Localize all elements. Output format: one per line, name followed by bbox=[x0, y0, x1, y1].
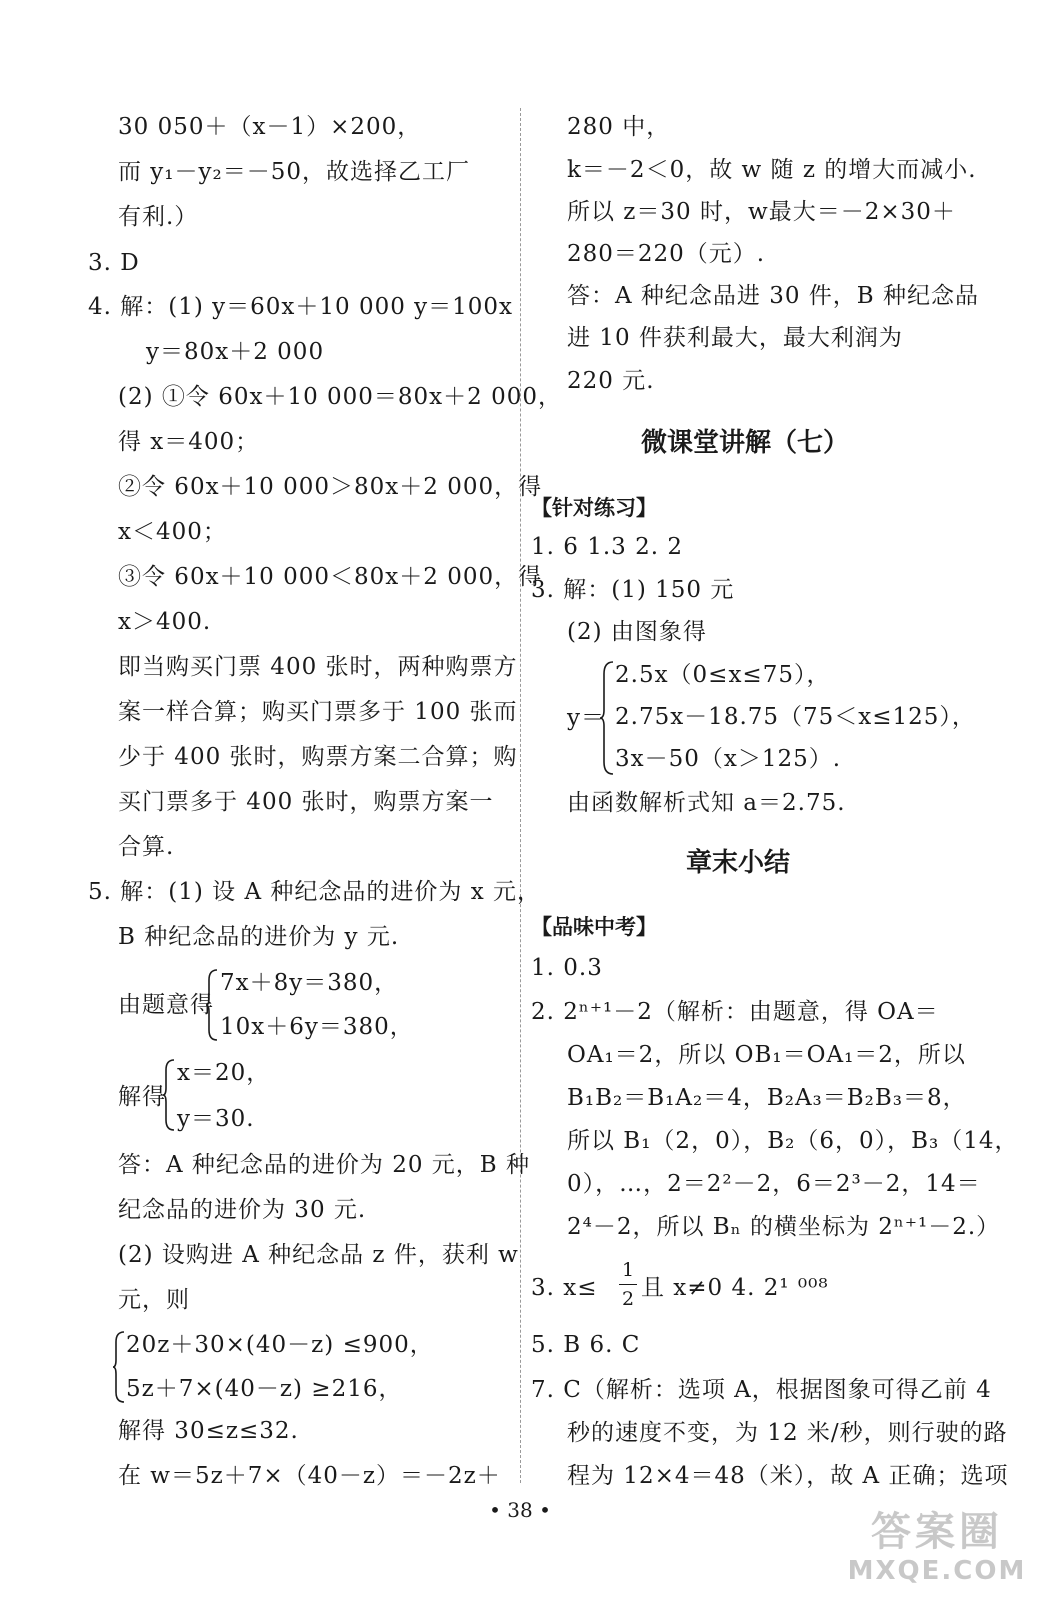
piecewise-case: 2.5x（0≤x≤75）， bbox=[615, 662, 831, 688]
text-line: 0），…，2＝2²－2，6＝2³－2，14＝ bbox=[567, 1171, 981, 1197]
equation: x＝20， bbox=[177, 1060, 271, 1086]
text-line: 即当购买门票 400 张时，两种购票方 bbox=[118, 654, 518, 680]
answer-3-4-prefix: 3. x≤ bbox=[531, 1275, 598, 1301]
text-line: 所以 B₁（2，0），B₂（6，0），B₃（14， bbox=[567, 1128, 1019, 1154]
text-line: 有利.） bbox=[118, 204, 199, 230]
answer-3-4-suffix: 且 x≠0 4. 2¹ ⁰⁰⁸ bbox=[641, 1275, 829, 1301]
inequality: 20z＋30×(40－z) ≤900， bbox=[126, 1332, 434, 1358]
text-line: 5. B 6. C bbox=[531, 1332, 641, 1358]
section-tag: 【品味中考】 bbox=[531, 915, 657, 939]
text-line: 解得 30≤z≤32. bbox=[118, 1418, 299, 1444]
text-line: 30 050＋（x－1）×200， bbox=[118, 114, 422, 140]
section-heading: 微课堂讲解（七） bbox=[641, 428, 850, 458]
fraction bbox=[619, 1258, 637, 1311]
text-line: 解得 bbox=[118, 1084, 166, 1110]
text-line: 2⁴－2，所以 Bₙ 的横坐标为 2ⁿ⁺¹－2.） bbox=[567, 1214, 1001, 1240]
text-line: ②令 60x＋10 000＞80x＋2 000，得 bbox=[118, 474, 543, 500]
text-line: 2. 2ⁿ⁺¹－2（解析：由题意，得 OA＝ bbox=[531, 999, 939, 1025]
text-line: 7. C（解析：选项 A，根据图象可得乙前 4 bbox=[531, 1377, 992, 1403]
page-number: • 38 • bbox=[489, 1498, 551, 1522]
piecewise-case: 2.75x－18.75（75＜x≤125）， bbox=[615, 704, 976, 730]
text-line: 少于 400 张时，购票方案二合算；购 bbox=[118, 744, 518, 770]
watermark bbox=[842, 1508, 1032, 1592]
equation: 7x＋8y＝380， bbox=[220, 970, 399, 996]
text-line: y＝80x＋2 000 bbox=[146, 339, 325, 365]
text-line: x＜400； bbox=[118, 519, 227, 545]
text-line: 3. 解：(1) 150 元 bbox=[531, 577, 735, 603]
text-line: OA₁＝2，所以 OB₁＝OA₁＝2，所以 bbox=[567, 1042, 966, 1068]
section-tag: 【针对练习】 bbox=[531, 496, 657, 520]
text-line: 秒的速度不变，为 12 米/秒，则行驶的路 bbox=[567, 1420, 1008, 1446]
left-brace bbox=[599, 660, 615, 776]
fraction-bar bbox=[619, 1284, 637, 1285]
answer-3: 3. D bbox=[88, 250, 140, 276]
text-line: 元，则 bbox=[118, 1287, 190, 1313]
text-line: 1. 0.3 bbox=[531, 955, 603, 981]
section-heading: 章末小结 bbox=[686, 848, 791, 878]
left-brace bbox=[162, 1058, 176, 1132]
text-line: 所以 z＝30 时，w最大＝－2×30＋ bbox=[567, 199, 956, 225]
equation: y＝30. bbox=[177, 1106, 255, 1132]
text-line: 案一样合算；购买门票多于 100 张而 bbox=[118, 699, 518, 725]
text-line: 220 元. bbox=[567, 368, 655, 394]
watermark-logo: 答案圈 bbox=[871, 1509, 1003, 1555]
piecewise-case: 3x－50（x＞125）. bbox=[615, 746, 842, 772]
text-line: 答：A 种纪念品进 30 件，B 种纪念品 bbox=[567, 283, 980, 309]
text-line: 程为 12×4＝48（米），故 A 正确；选项 bbox=[567, 1463, 1009, 1489]
text-line: 1. 6 1.3 2. 2 bbox=[531, 534, 683, 560]
text-line: 280 中， bbox=[567, 114, 671, 140]
text-line: ③令 60x＋10 000＜80x＋2 000，得 bbox=[118, 564, 543, 590]
text-line: 由函数解析式知 a＝2.75. bbox=[567, 790, 846, 816]
text-line: 进 10 件获利最大，最大利润为 bbox=[567, 325, 903, 351]
left-brace bbox=[205, 968, 219, 1042]
watermark-url: MXQE.COM bbox=[847, 1556, 1027, 1586]
text-line: x＞400. bbox=[118, 609, 212, 635]
answer-4-line: 4. 解：(1) y＝60x＋10 000 y＝100x bbox=[88, 294, 514, 320]
text-line: 而 y₁－y₂＝－50，故选择乙工厂 bbox=[118, 159, 471, 185]
fraction-denominator: 2 bbox=[621, 1288, 635, 1310]
piecewise-label: y＝ bbox=[567, 705, 605, 731]
text-line: k＝－2＜0，故 w 随 z 的增大而减小. bbox=[567, 157, 977, 183]
column-divider bbox=[520, 108, 521, 1483]
fraction-numerator: 1 bbox=[621, 1259, 635, 1281]
text-line: (2) ①令 60x＋10 000＝80x＋2 000， bbox=[118, 384, 562, 410]
text-line: 买门票多于 400 张时，购票方案一 bbox=[118, 789, 494, 815]
text-line: 由题意得 bbox=[118, 992, 214, 1018]
text-line: (2) 设购进 A 种纪念品 z 件，获利 w bbox=[118, 1242, 519, 1268]
text-line: 合算. bbox=[118, 834, 175, 860]
text-line: 在 w＝5z＋7×（40－z）＝－2z＋ bbox=[118, 1463, 501, 1489]
text-line: 答：A 种纪念品的进价为 20 元，B 种 bbox=[118, 1152, 531, 1178]
equation: 10x＋6y＝380， bbox=[220, 1014, 414, 1040]
answer-5-line: 5. 解：(1) 设 A 种纪念品的进价为 x 元， bbox=[88, 879, 541, 905]
text-line: (2) 由图象得 bbox=[567, 619, 707, 645]
left-brace bbox=[112, 1330, 126, 1404]
text-line: B₁B₂＝B₁A₂＝4，B₂A₃＝B₂B₃＝8， bbox=[567, 1085, 967, 1111]
text-line: 280＝220（元）. bbox=[567, 241, 766, 267]
text-line: 得 x＝400； bbox=[118, 429, 260, 455]
inequality: 5z＋7×(40－z) ≥216， bbox=[126, 1376, 403, 1402]
text-line: B 种纪念品的进价为 y 元. bbox=[118, 924, 400, 950]
text-line: 纪念品的进价为 30 元. bbox=[118, 1197, 367, 1223]
